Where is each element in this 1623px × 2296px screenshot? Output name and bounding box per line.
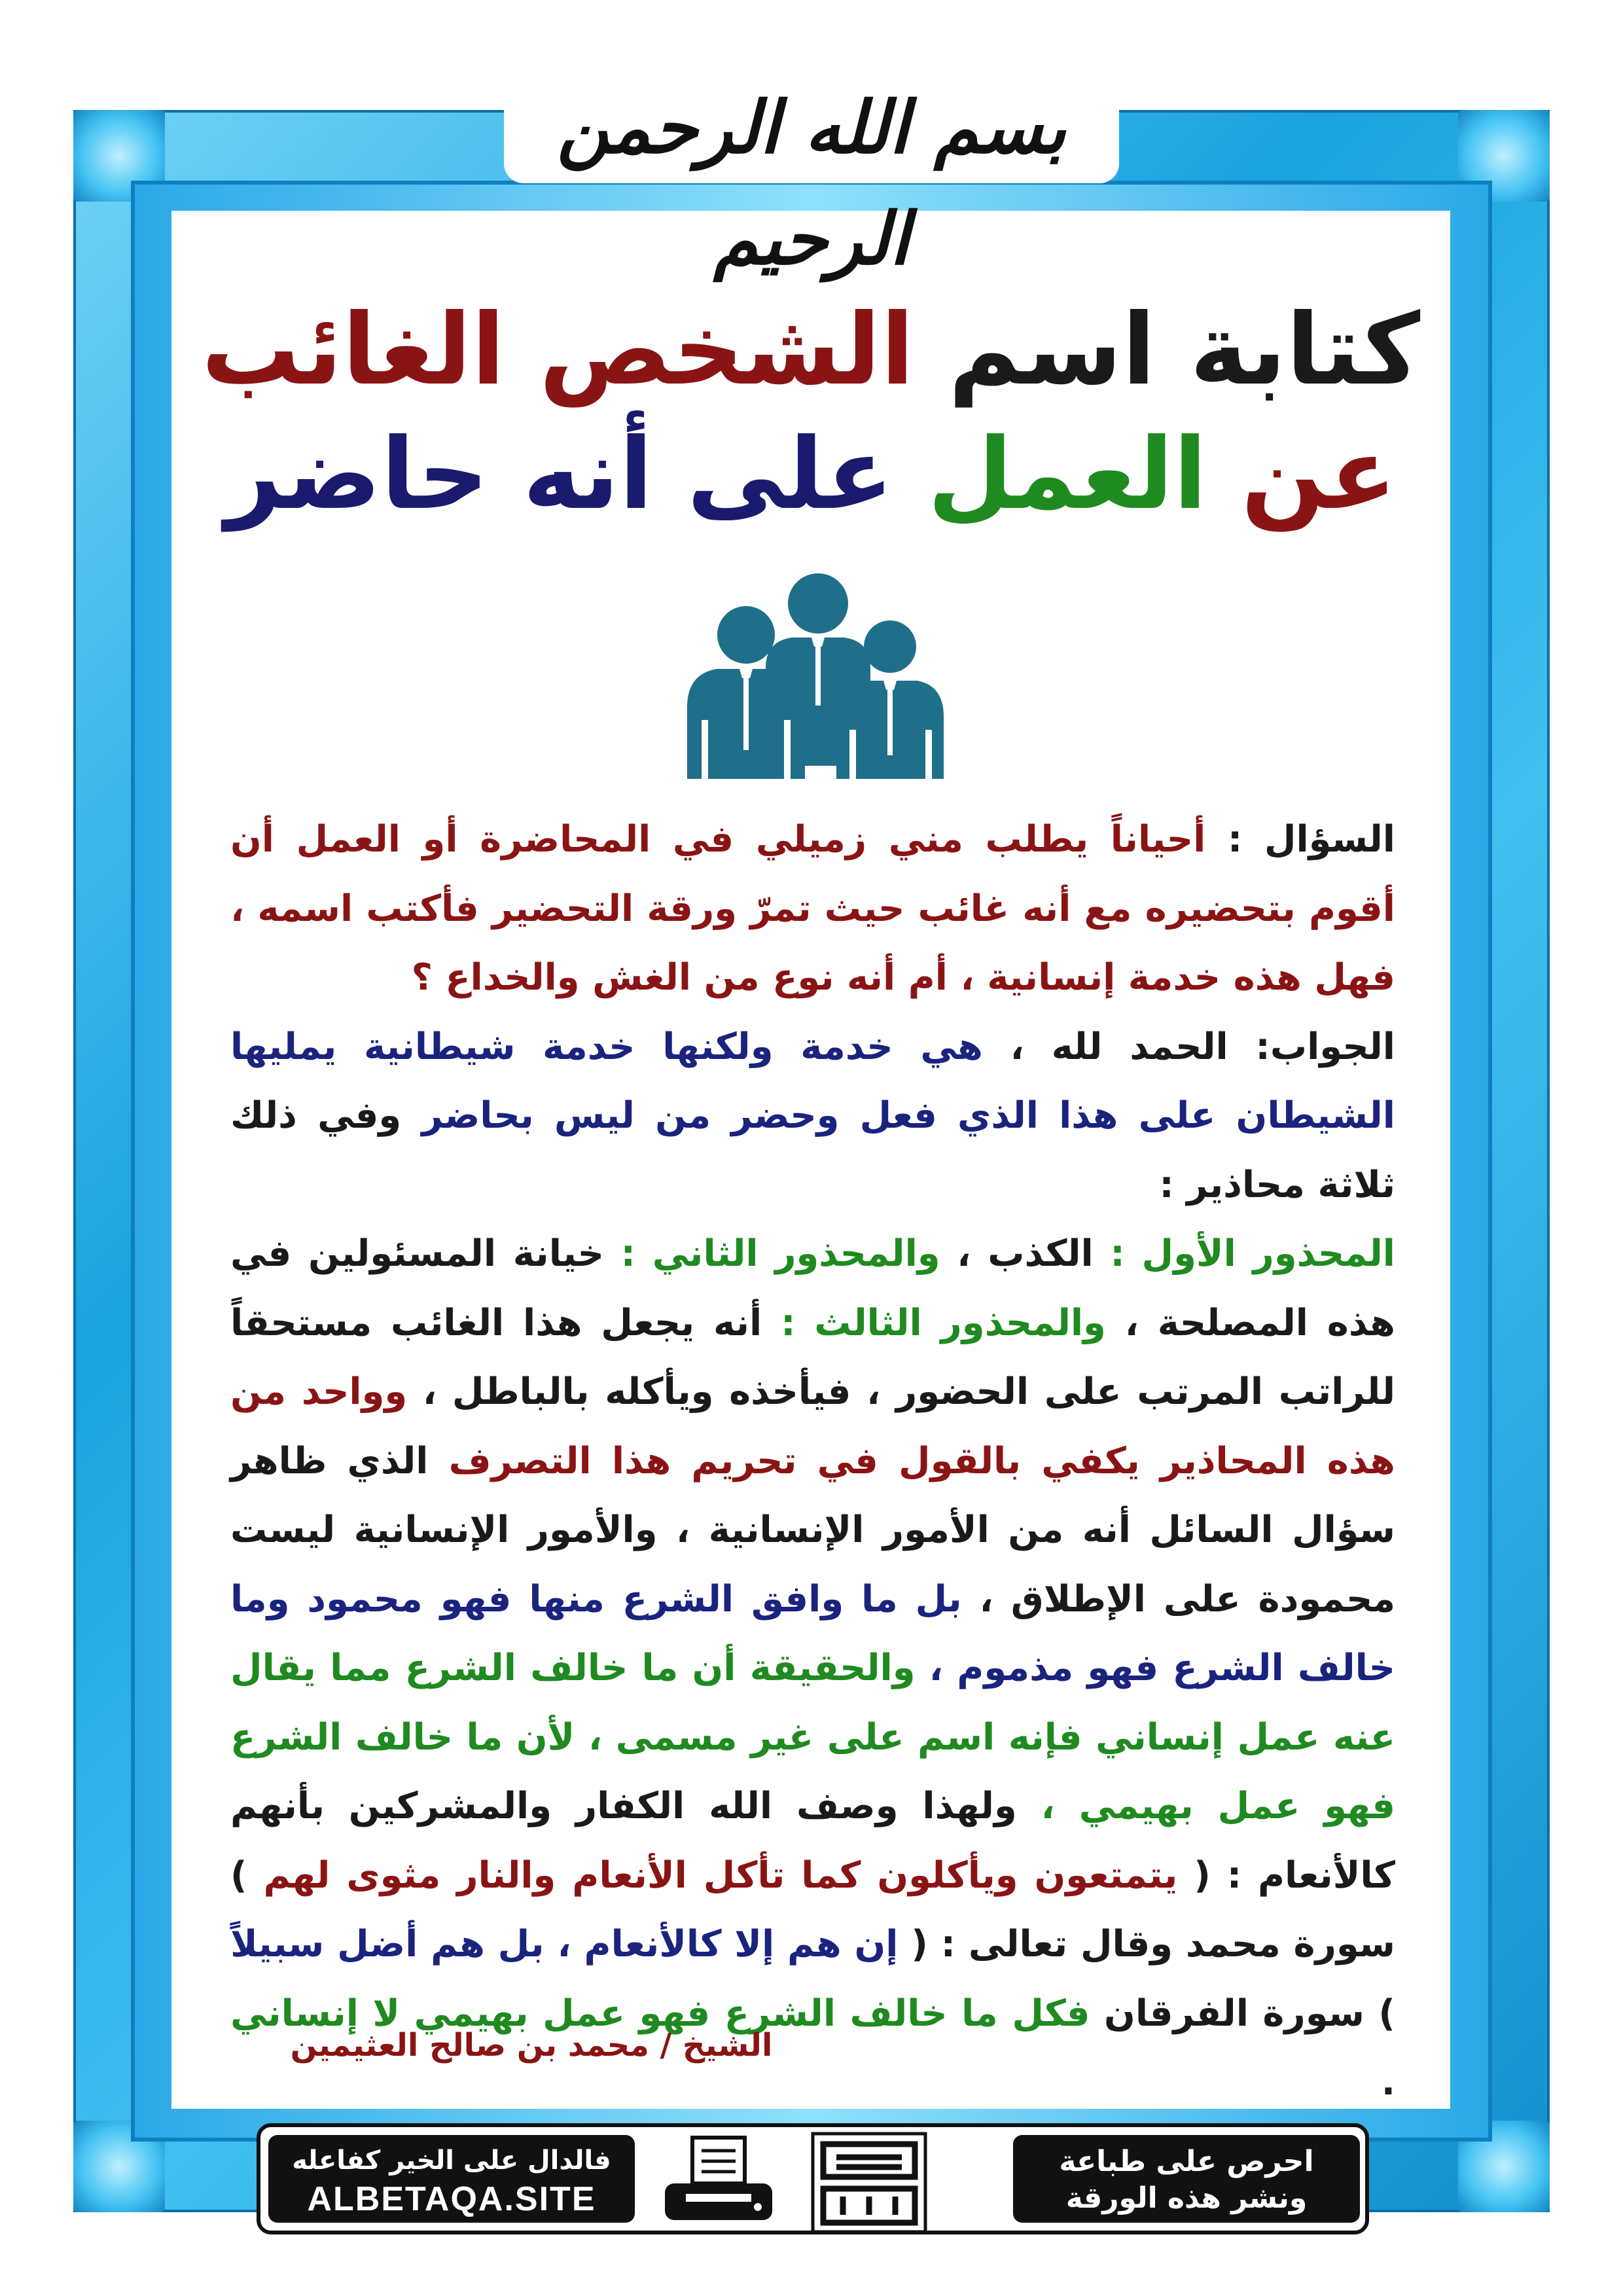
- page-title-line2: [171, 419, 1450, 530]
- dawah-logo-icon: [810, 2131, 928, 2234]
- basmala-calligraphy: بسم الله الرحمن الرحيم: [556, 85, 1067, 281]
- author-signature: الشيخ / محمد بن صالح العثيمين: [290, 2027, 773, 2064]
- answer-label: الجواب: الحمد لله ،: [982, 1025, 1395, 1068]
- printer-icon: [660, 2134, 777, 2232]
- prohibition-3-text: أنه يجعل هذا الغائب مستحقاً للراتب المرتب على الحضور ، فيأخذه ويأكله بالباطل ،: [230, 1301, 1395, 1413]
- quran-verse-1: يتمتعون ويأكلون كما تأكل الأنعام والنار مثوى لهم: [263, 1854, 1178, 1897]
- answer-text-continued: وفي ذلك ثلاثة محاذير :: [230, 1094, 1395, 1206]
- prohibition-1-label: المحذور الأول :: [1093, 1232, 1395, 1275]
- prohibition-1-text: الكذب ،: [940, 1232, 1094, 1275]
- one-is-enough-text: وواحد من هذه المحاذير يكفي بالقول في تحريم هذا التصرف: [230, 1371, 1395, 1482]
- basmala-header: [504, 46, 1119, 281]
- conclusion-text: فكل ما خالف الشرع فهو عمل بهيمي لا إنساني: [230, 1992, 1090, 2035]
- question-label: السؤال :: [1205, 818, 1395, 861]
- footer-site-link[interactable]: ALBETAQA.SITE: [307, 2180, 596, 2218]
- verse-1-reference: ) سورة محمد وقال تعالى : (: [230, 1854, 1395, 1965]
- footer-print-box: [1013, 2135, 1360, 2223]
- footer-print-line2: ونشر هذه الورقة: [1065, 2181, 1308, 2215]
- answer-paragraph: [230, 1013, 1395, 1220]
- title-part: عن: [1241, 418, 1397, 531]
- body-text-segment: والحقيقة أن ما خالف الشرع مما يقال عنه عمل إنساني فإنه اسم على غير مسمى ، لأن ما خالف الشرع فهو عمل بهيمي ،: [230, 1647, 1395, 1827]
- quran-verse-2: إن هم إلا كالأنعام ، بل هم أضل سبيلاً: [230, 1923, 899, 1965]
- title-part-highlight: العمل: [927, 418, 1207, 531]
- end-mark: .: [1381, 2061, 1395, 2104]
- title-part: على أنه حاضر: [224, 418, 894, 531]
- page-title-line1: [171, 295, 1450, 406]
- body-text-segment: الذي ظاهر سؤال السائل أنه من الأمور الإنسانية ، والأمور الإنسانية ليست محمودة على الإطلاق ،: [230, 1439, 1395, 1621]
- title-part: كتابة اسم: [948, 293, 1421, 407]
- article-body: [230, 805, 1395, 2117]
- prohibition-3-label: والمحذور الثالث :: [762, 1301, 1106, 1344]
- footer-bar: [257, 2123, 1369, 2234]
- people-group-icon: [668, 569, 969, 779]
- answer-text: هي خدمة ولكنها خدمة شيطانية يمليها الشيطان على هذا الذي فعل وحضر من ليس بحاضر: [230, 1025, 1395, 1137]
- prohibitions-paragraph: [230, 1219, 1395, 2117]
- verse-2-reference: ) سورة الفرقان: [1090, 1992, 1395, 2035]
- body-text-segment: بل ما وافق الشرع منها فهو محمود وما خالف الشرع فهو مذموم ،: [230, 1577, 1395, 1689]
- title-part-highlight: الشخص الغائب: [201, 293, 915, 407]
- body-text-segment: ولهذا وصف الله الكفار والمشركين بأنهم كالأنعام : (: [230, 1785, 1396, 1897]
- prohibition-2-text: خيانة المسئولين في هذه المصلحة ،: [230, 1232, 1395, 1344]
- footer-print-line1: احرص على طباعة: [1059, 2145, 1314, 2178]
- footer-slogan: فالدال على الخير كفاعله: [292, 2145, 611, 2176]
- question-paragraph: [230, 805, 1395, 1013]
- question-text: أحياناً يطلب مني زميلي في المحاضرة أو العمل أن أقوم بتحضيره مع أنه غائب حيث تمرّ ورقة التحضير فأكتب اسمه ، فهل هذه خدمة إنسانية ، أم أنه نوع من الغش والخداع ؟: [230, 818, 1395, 999]
- prohibition-2-label: والمحذور الثاني :: [603, 1232, 940, 1275]
- footer-site-box: [268, 2135, 635, 2223]
